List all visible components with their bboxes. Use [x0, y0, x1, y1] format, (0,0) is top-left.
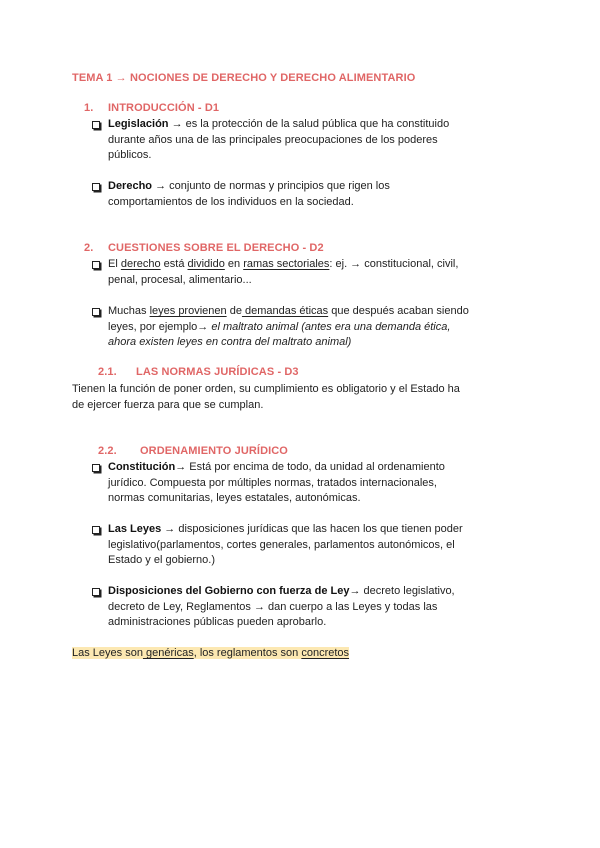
italic-text: el maltrato animal (antes era una demanda ética,: [211, 320, 451, 333]
underlined-text: leyes provienen: [149, 305, 227, 317]
list-item-derecho: [108, 179, 528, 210]
underlined-text: dividido: [187, 258, 225, 270]
italic-text: ahora existen leyes en contra del maltrato animal): [108, 336, 352, 348]
item-text: : ej. → constitucional, civil,: [329, 258, 459, 270]
item-text: jurídico. Compuesta por múltiples normas, tratados internacionales,: [108, 476, 437, 489]
item-text: disposiciones jurídicas que las hacen los que tienen poder: [175, 523, 463, 535]
paragraph-line: de ejercer fuerza para que se cumplan.: [72, 398, 264, 411]
term-constitucion: Constitución→: [108, 461, 187, 473]
note-text: , los reglamentos son: [193, 647, 302, 659]
paragraph-normas: [72, 382, 460, 413]
item-text: públicos.: [108, 149, 152, 161]
note-text: Las Leyes son: [72, 647, 143, 659]
checkbox-bullet-icon: [92, 526, 100, 534]
term-las-leyes: Las Leyes →: [108, 523, 176, 535]
item-text: Está por encima de todo, da unidad al ordenamiento: [186, 461, 445, 473]
term-derecho: Derecho →: [108, 180, 167, 192]
checkbox-bullet-icon: [92, 464, 100, 472]
checkbox-bullet-icon: [92, 308, 100, 316]
item-text: penal, procesal, alimentario...: [108, 273, 252, 286]
item-text: Estado y el gobierno.): [108, 554, 216, 566]
list-item-las-leyes: [108, 522, 528, 569]
term-disposiciones: Disposiciones del Gobierno con fuerza de Ley→: [108, 585, 361, 597]
paragraph-line: Tienen la función de poner orden, su cumplimiento es obligatorio y el Estado ha: [72, 383, 460, 395]
section-2-1-heading: LAS NORMAS JURÍDICAS - D3: [136, 366, 299, 378]
underlined-text: derecho: [120, 258, 161, 270]
document-title: TEMA 1 → NOCIONES DE DERECHO Y DERECHO ALIMENTARIO: [72, 72, 416, 84]
item-text: comportamientos de los individuos en la sociedad.: [108, 195, 354, 208]
underlined-text: demandas éticas: [241, 305, 329, 317]
item-text: leyes, por ejemplo→: [108, 320, 212, 333]
list-item-disposiciones: [108, 584, 528, 631]
underlined-text: ramas sectoriales: [243, 258, 330, 270]
list-item-legislacion: [108, 117, 528, 164]
item-text: que después acaban siendo: [328, 305, 469, 317]
item-text: decreto legislativo,: [360, 585, 455, 597]
list-item-leyes-eticas: [108, 304, 528, 351]
checkbox-bullet-icon: [92, 588, 100, 596]
section-2-number: 2.: [84, 242, 94, 254]
item-text: Muchas: [108, 305, 150, 317]
section-2-1-number: 2.1.: [98, 366, 117, 378]
list-item-constitucion: [108, 460, 528, 507]
item-text: durante años una de las principales preocupaciones de los poderes: [108, 133, 438, 146]
item-text: en: [224, 258, 244, 270]
checkbox-bullet-icon: [92, 121, 100, 129]
list-item-ramas: [108, 257, 528, 288]
item-text: El: [108, 258, 121, 270]
section-2-2-heading: ORDENAMIENTO JURÍDICO: [140, 445, 288, 457]
item-text: de: [226, 305, 242, 317]
underlined-text: concretos: [301, 647, 350, 659]
item-text: conjunto de normas y principios que rigen los: [166, 180, 390, 192]
section-1-heading: INTRODUCCIÓN - D1: [108, 102, 220, 114]
item-text: está: [160, 258, 188, 270]
highlighted-note: [72, 646, 349, 662]
term-legislacion: Legislación →: [108, 118, 183, 130]
underlined-text: genéricas: [142, 647, 194, 659]
checkbox-bullet-icon: [92, 261, 100, 269]
checkbox-bullet-icon: [92, 183, 100, 191]
item-text: decreto de Ley, Reglamentos → dan cuerpo a las Leyes y todas las: [108, 600, 438, 613]
section-2-heading: CUESTIONES SOBRE EL DERECHO - D2: [108, 242, 324, 254]
item-text: normas comunitarias, leyes estatales, autonómicas.: [108, 492, 361, 504]
section-2-2-number: 2.2.: [98, 445, 117, 457]
section-1-number: 1.: [84, 102, 94, 114]
item-text: legislativo(parlamentos, cortes generales, parlamentos autonómicos, el: [108, 538, 455, 551]
item-text: es la protección de la salud pública que ha constituido: [182, 118, 450, 130]
item-text: administraciones públicas pueden aprobarlo.: [108, 616, 327, 628]
